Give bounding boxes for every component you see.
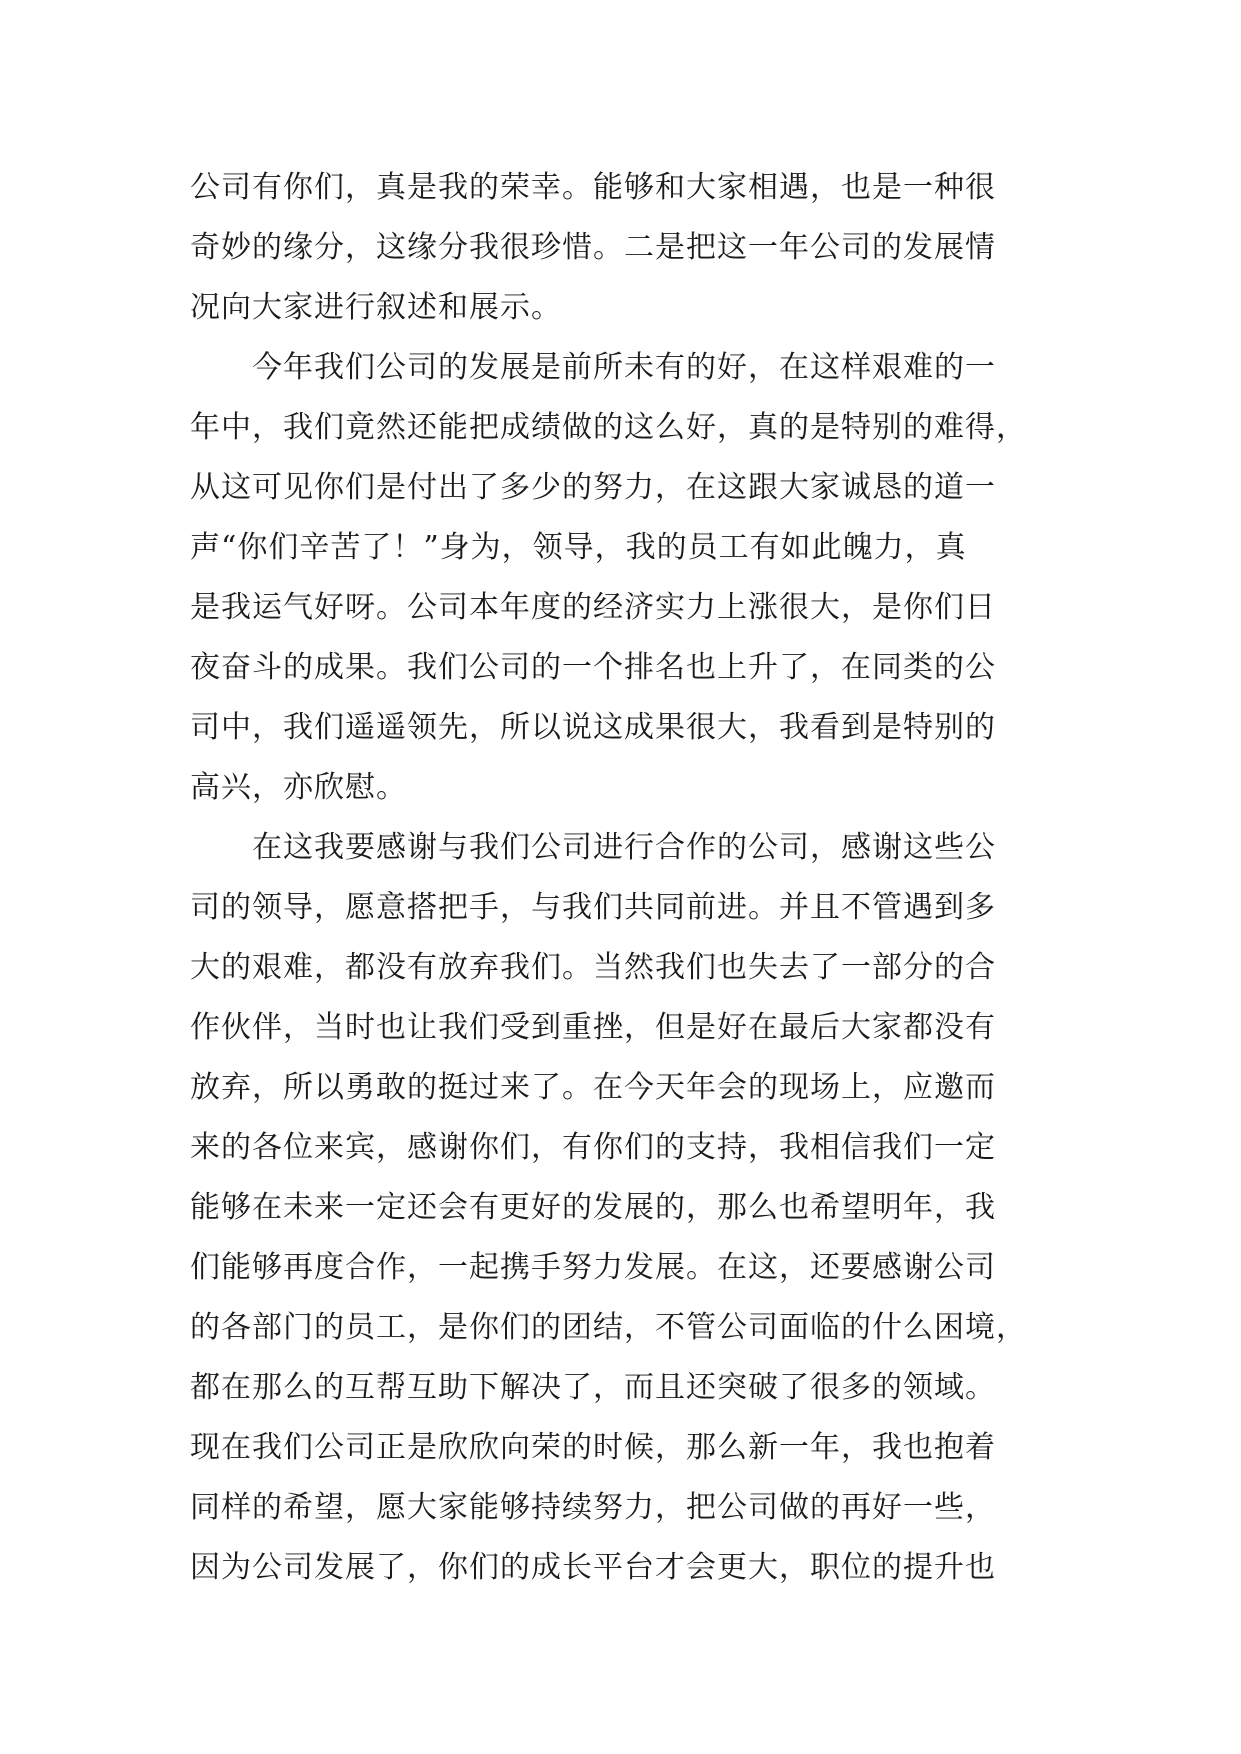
text-line: 从这可见你们是付出了多少的努力，在这跟大家诚恳的道一 bbox=[190, 470, 996, 505]
text-line: 作伙伴，当时也让我们受到重挫，但是好在最后大家都没有 bbox=[190, 1010, 996, 1045]
text-line: 的各部门的员工，是你们的团结，不管公司面临的什么困境， bbox=[190, 1310, 1027, 1345]
text-line: 现在我们公司正是欣欣向荣的时候，那么新一年，我也抱着 bbox=[190, 1430, 996, 1465]
text-line: 在这我要感谢与我们公司进行合作的公司，感谢这些公 bbox=[252, 830, 996, 865]
text-line: 奇妙的缘分，这缘分我很珍惜。二是把这一年公司的发展情 bbox=[190, 230, 996, 265]
text-line: 司中，我们遥遥领先，所以说这成果很大，我看到是特别的 bbox=[190, 710, 996, 745]
paragraph-1 bbox=[190, 158, 1060, 338]
text-line: 们能够再度合作，一起携手努力发展。在这，还要感谢公司 bbox=[190, 1250, 996, 1285]
text-line: 夜奋斗的成果。我们公司的一个排名也上升了，在同类的公 bbox=[190, 650, 996, 685]
text-line: 都在那么的互帮互助下解决了，而且还突破了很多的领域。 bbox=[190, 1370, 996, 1405]
text-line: 公司有你们，真是我的荣幸。能够和大家相遇，也是一种很 bbox=[190, 170, 996, 205]
text-line: 放弃，所以勇敢的挺过来了。在今天年会的现场上，应邀而 bbox=[190, 1070, 996, 1105]
text-line: 来的各位来宾，感谢你们，有你们的支持，我相信我们一定 bbox=[190, 1130, 996, 1165]
document-page bbox=[190, 158, 1060, 1598]
text-line: 况向大家进行叙述和展示。 bbox=[190, 290, 562, 325]
text-line: 司的领导，愿意搭把手，与我们共同前进。并且不管遇到多 bbox=[190, 890, 996, 925]
text-line: 今年我们公司的发展是前所未有的好，在这样艰难的一 bbox=[252, 350, 996, 385]
paragraph-2 bbox=[190, 338, 1060, 818]
text-line: 声“你们辛苦了！”身为，领导，我的员工有如此魄力，真 bbox=[190, 530, 967, 565]
text-line: 是我运气好呀。公司本年度的经济实力上涨很大，是你们日 bbox=[190, 590, 996, 625]
text-line: 大的艰难，都没有放弃我们。当然我们也失去了一部分的合 bbox=[190, 950, 996, 985]
text-line: 能够在未来一定还会有更好的发展的，那么也希望明年，我 bbox=[190, 1190, 996, 1225]
text-line: 因为公司发展了，你们的成长平台才会更大，职位的提升也 bbox=[190, 1550, 996, 1585]
paragraph-3 bbox=[190, 818, 1060, 1598]
text-line: 年中，我们竟然还能把成绩做的这么好，真的是特别的难得， bbox=[190, 410, 1027, 445]
text-line: 同样的希望，愿大家能够持续努力，把公司做的再好一些， bbox=[190, 1490, 996, 1525]
text-line: 高兴，亦欣慰。 bbox=[190, 770, 407, 805]
